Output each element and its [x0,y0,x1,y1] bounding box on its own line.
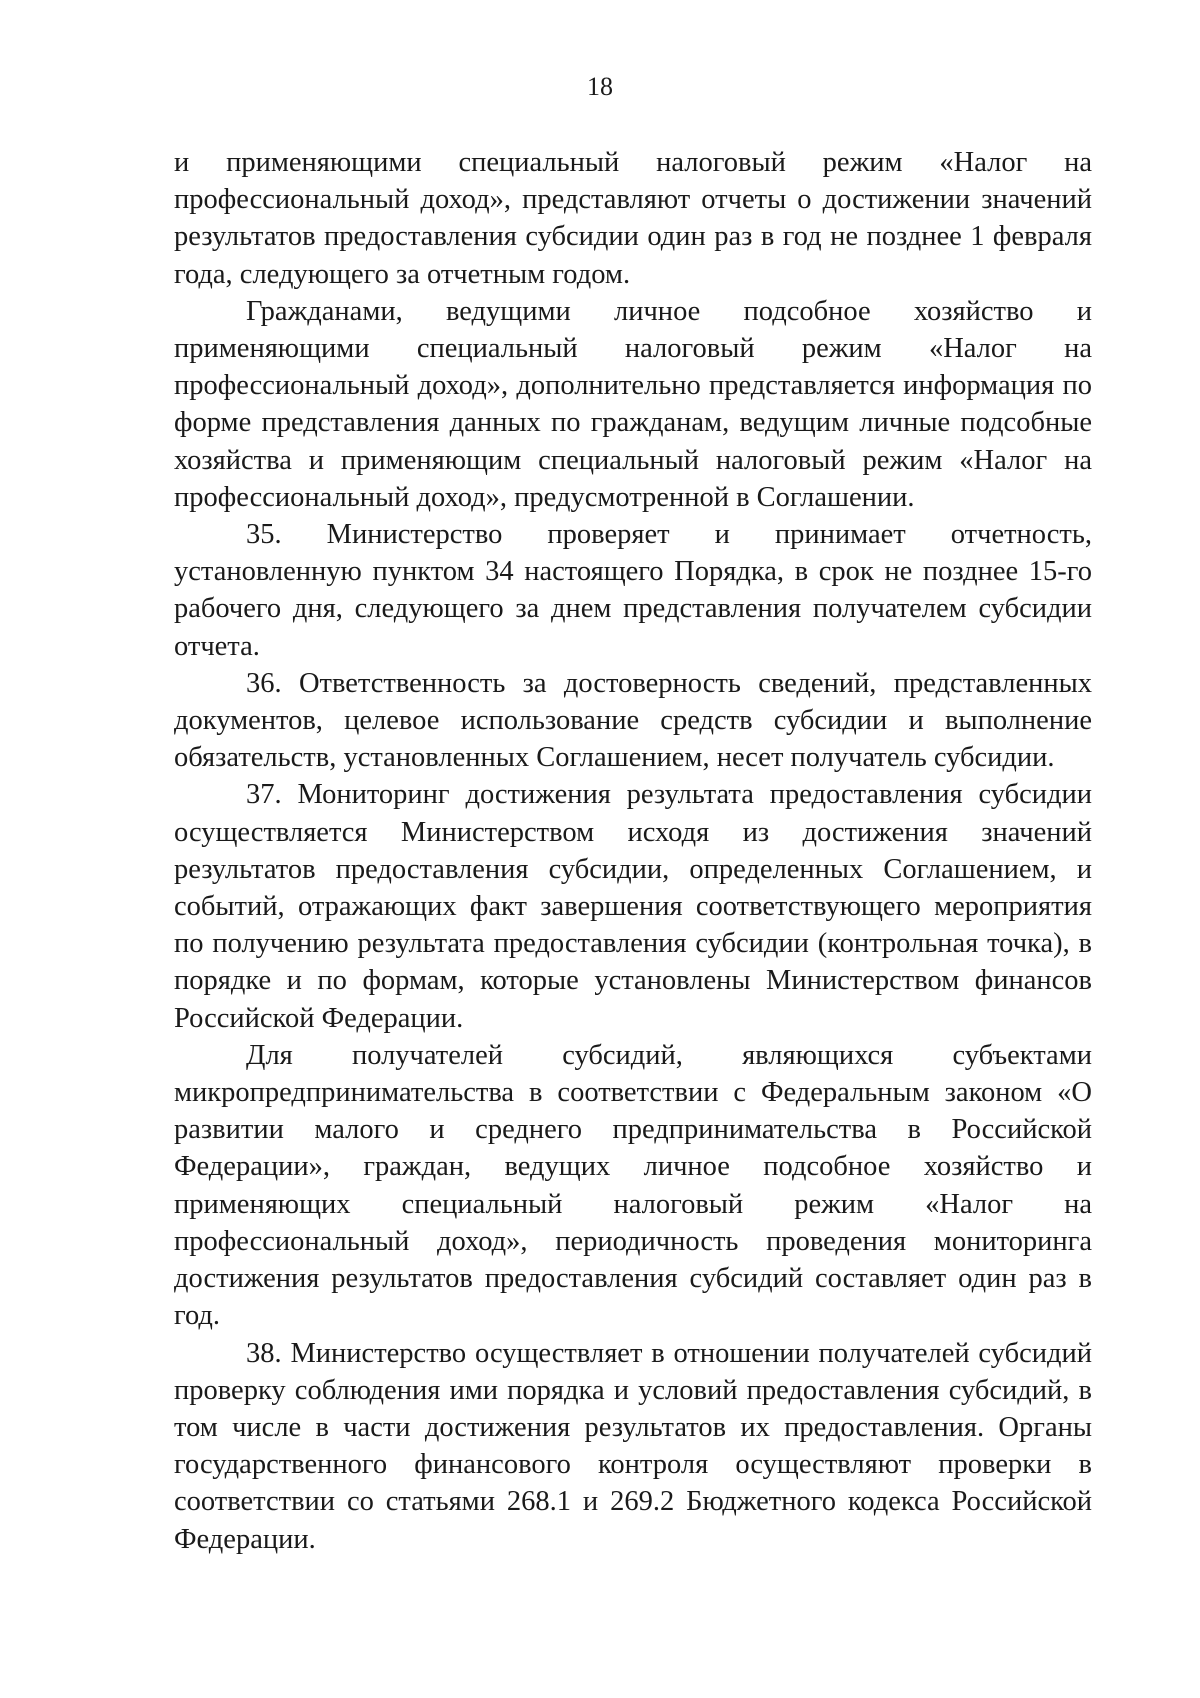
paragraph-item-36: 36. Ответственность за достоверность сведений, представленных документов, целевое использование средств субсидии и выполнение обязательств, установленных Соглашением, несет получатель субсидии. [174,667,1092,774]
document-body [174,144,1092,1558]
paragraph-item-35: 35. Министерство проверяет и принимает отчетность, установленную пунктом 34 настоящего Порядка, в срок не позднее 15-го рабочего дня, следующего за днем представления получателем субсидии отчета. [174,519,1092,662]
paragraph-citizens-info: Гражданами, ведущими личное подсобное хозяйство и применяющими специальный налоговый режим «Налог на профессиональный доход», дополнительно представляется информация по форме представления данных по гражданам, ведущим личные подсобные хозяйства и применяющим специальный налоговый режим «Налог на профессиональный доход», предусмотренной в Соглашении. [174,295,1092,513]
paragraph-item-37: 37. Мониторинг достижения результата предоставления субсидии осуществляется Министерством исходя из достижения значений результатов предоставления субсидии, определенных Соглашением, и событий, отражающих факт завершения соответствующего мероприятия по получению результата предоставления субсидии (контрольная точка), в порядке и по формам, которые установлены Министерством финансов Российской Федерации. [174,779,1092,1034]
paragraph-continuation: и применяющими специальный налоговый режим «Налог на профессиональный доход», представляют отчеты о достижении значений результатов предоставления субсидии один раз в год не позднее 1 февраля года, следующего за отчетным годом. [174,147,1092,290]
paragraph-item-38: 38. Министерство осуществляет в отношении получателей субсидий проверку соблюдения ими порядка и условий предоставления субсидий, в том числе в части достижения результатов их предоставления. Органы государственного финансового контроля осуществляют проверки в соответствии со статьями 268.1 и 269.2 Бюджетного кодекса Российской Федерации. [174,1337,1092,1555]
page-number: 18 [587,72,613,101]
paragraph-monitoring-periodicity: Для получателей субсидий, являющихся субъектами микропредпринимательства в соответствии с Федеральным законом «О развитии малого и среднего предпринимательства в Российской Федерации», граждан, ведущих личное подсобное хозяйство и применяющих специальный налоговый режим «Налог на профессиональный доход», периодичность проведения мониторинга достижения результатов предоставления субсидий составляет один раз в год. [174,1039,1092,1332]
